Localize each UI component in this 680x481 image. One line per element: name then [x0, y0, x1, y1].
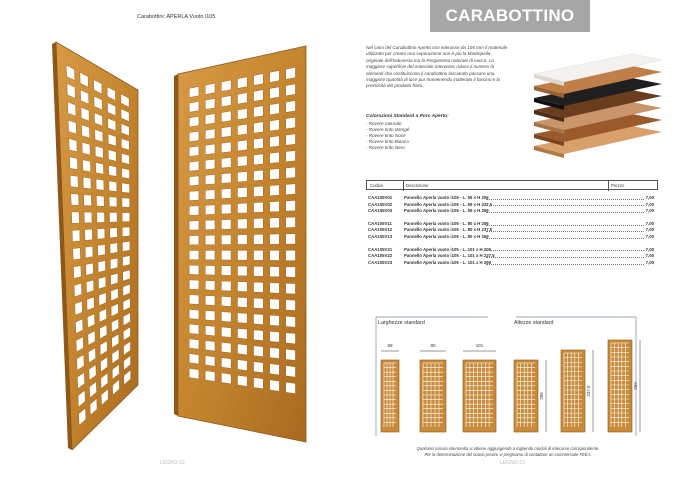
- lattice-opening: [189, 250, 199, 259]
- row-price: 7,00: [645, 253, 654, 259]
- lattice-opening: [73, 248, 81, 260]
- lattice-opening: [221, 250, 231, 260]
- width-dimension-label: 59: [387, 343, 393, 348]
- lattice-opening: [237, 172, 247, 183]
- lattice-opening: [189, 131, 199, 142]
- lattice-opening: [98, 277, 106, 289]
- lattice-opening: [286, 283, 296, 294]
- lattice-opening: [205, 174, 215, 184]
- lattice-opening: [110, 258, 117, 269]
- lattice-opening: [270, 315, 280, 326]
- panel-illustration: [40, 30, 320, 450]
- lattice-opening: [122, 198, 130, 207]
- lattice-opening: [189, 309, 199, 319]
- row-price: 7,00: [645, 201, 654, 207]
- lattice-opening: [286, 349, 296, 360]
- lattice-opening: [270, 169, 280, 180]
- lattice-opening: [237, 140, 247, 151]
- panel-perspective: [52, 42, 138, 450]
- footnote-line-1: Qualsiasi misura intermedia si ottiene aggiungendo o togliendo moduli di interasse corrispondente.: [416, 446, 600, 451]
- lattice-opening: [254, 218, 264, 228]
- lattice-opening: [270, 136, 280, 147]
- lattice-opening: [123, 256, 130, 267]
- lattice-opening: [96, 163, 104, 175]
- lattice-opening: [189, 280, 199, 290]
- row-code: CAA105V11: [368, 220, 392, 226]
- lattice-opening: [122, 168, 130, 179]
- lattice-opening: [83, 177, 91, 189]
- lattice-opening: [86, 263, 94, 275]
- lattice-opening: [189, 339, 199, 349]
- lattice-opening: [69, 139, 77, 152]
- row-code: CAA105V23: [368, 259, 393, 265]
- lattice-opening: [254, 378, 264, 389]
- finish-samples-image: [528, 50, 668, 160]
- lattice-opening: [189, 86, 199, 97]
- lattice-opening: [254, 202, 264, 212]
- lattice-opening: [189, 146, 199, 156]
- row-leader: [486, 199, 644, 200]
- table-row: [366, 260, 656, 267]
- lattice-opening: [254, 250, 264, 260]
- color-item: - Rovere tinto Wengé: [366, 127, 410, 133]
- header-price: Prezzo: [608, 181, 624, 191]
- lattice-opening: [286, 101, 296, 113]
- lattice-opening: [189, 221, 199, 230]
- lattice-opening: [221, 173, 231, 183]
- lattice-opening: [189, 161, 199, 171]
- lattice-opening: [205, 98, 215, 109]
- lattice-opening: [286, 84, 296, 96]
- row-price: 7,00: [645, 220, 654, 226]
- lattice-opening: [205, 114, 215, 125]
- lattice-opening: [237, 219, 247, 229]
- lattice-opening: [286, 184, 296, 195]
- lattice-opening: [254, 330, 264, 341]
- lattice-opening: [221, 342, 231, 353]
- lattice-opening: [221, 296, 231, 306]
- lattice-opening: [286, 366, 296, 378]
- lattice-opening: [109, 197, 117, 207]
- lattice-opening: [98, 261, 106, 273]
- lattice-opening: [270, 250, 280, 260]
- lattice-opening: [205, 250, 215, 259]
- lattice-opening: [254, 282, 264, 292]
- lattice-opening: [205, 311, 215, 321]
- lattice-opening: [254, 298, 264, 308]
- lattice-opening: [205, 296, 215, 306]
- lattice-opening: [254, 154, 264, 165]
- lattice-opening: [97, 228, 105, 239]
- row-code: CAA105V01: [368, 195, 393, 200]
- lattice-opening: [221, 281, 231, 291]
- lattice-opening: [205, 326, 215, 336]
- row-price: 7,00: [645, 208, 654, 214]
- lattice-opening: [122, 183, 130, 193]
- row-price: 7,00: [645, 246, 654, 252]
- lattice-opening: [205, 159, 215, 169]
- lattice-opening: [205, 129, 215, 140]
- row-leader: [486, 225, 644, 226]
- lattice-opening: [270, 347, 280, 358]
- lattice-opening: [189, 176, 199, 186]
- lattice-opening: [205, 265, 215, 275]
- header-code: Codice: [370, 182, 384, 188]
- left-page-number: LEGNO-12: [160, 460, 185, 466]
- lattice-opening: [109, 181, 117, 192]
- footnote: [388, 446, 628, 458]
- left-page-caption: Carabottini: APERLA Vuoto i105: [137, 14, 216, 20]
- lattice-opening: [189, 368, 199, 379]
- lattice-opening: [221, 373, 231, 384]
- lattice-opening: [237, 187, 247, 197]
- panel-front: [174, 46, 306, 442]
- height-dimension-label: 206: [539, 392, 544, 400]
- lattice-opening: [205, 144, 215, 155]
- row-price: 7,00: [645, 227, 654, 233]
- lattice-opening: [205, 83, 215, 94]
- lattice-opening: [189, 206, 199, 216]
- color-item: - Rovere tinto Nero: [366, 145, 405, 151]
- row-leader: [486, 231, 644, 232]
- product-description: Nel caso del Carabottino Aperto con interasse da 105 mm il materiale utilizzato per creare una separazione non è più la Madrepeila originale dell'Indonesia ma la Pergamena naturale di vacca. La maggiore superficie del materiale interposto riduce il numero di elementi che costituiscono il carabottino lasciando passare una maggiore quantità di luce pur mantenendo inalterato il fascino e la preziosità del prodotto finito.: [366, 45, 508, 89]
- lattice-opening: [205, 341, 215, 351]
- lattice-opening: [270, 364, 280, 375]
- lattice-opening: [110, 243, 118, 254]
- sample-stack: [534, 54, 662, 158]
- lattice-opening: [270, 87, 280, 99]
- row-description: Pannello Aperla vuoto i105 - L. 80 x H 206: [404, 220, 489, 226]
- right-page-number: LEGNO-13: [500, 460, 525, 466]
- header-description: Descrizione: [403, 181, 428, 191]
- lattice-opening: [97, 212, 105, 222]
- lattice-opening: [286, 382, 296, 394]
- table-row: [366, 195, 656, 202]
- row-price: 7,00: [645, 259, 654, 265]
- table-row: [366, 247, 656, 254]
- price-table-body: [366, 195, 656, 266]
- standard-sizes-diagram: [368, 314, 668, 440]
- lattice-opening: [221, 327, 231, 337]
- lattice-opening: [270, 201, 280, 212]
- lattice-opening: [96, 179, 104, 190]
- lattice-opening: [286, 67, 296, 79]
- lattice-opening: [122, 241, 129, 251]
- lattice-opening: [254, 266, 264, 276]
- lattice-opening: [205, 356, 215, 367]
- lattice-opening: [270, 152, 280, 163]
- lattice-opening: [189, 116, 199, 127]
- lattice-opening: [221, 204, 231, 214]
- row-code: CAA105V12: [368, 227, 393, 233]
- table-row: [366, 253, 656, 260]
- lattice-opening: [254, 106, 264, 117]
- lattice-opening: [85, 229, 93, 240]
- lattice-opening: [96, 196, 104, 207]
- lattice-opening: [286, 167, 296, 178]
- widths-label: Larghezze standard: [378, 320, 425, 326]
- lattice-opening: [205, 371, 215, 382]
- lattice-opening: [109, 212, 117, 222]
- lattice-opening: [205, 235, 215, 244]
- lattice-opening: [254, 362, 264, 373]
- lattice-opening: [205, 220, 215, 230]
- row-description: Pannello Aperla vuoto i105 - L. 80 x H 237,5: [404, 227, 493, 233]
- row-leader: [486, 250, 644, 251]
- lattice-opening: [254, 170, 264, 181]
- lattice-opening: [189, 236, 199, 245]
- lattice-opening: [270, 70, 280, 82]
- row-leader: [486, 264, 644, 265]
- lattice-opening: [254, 122, 264, 133]
- height-dimension-label: 237,5: [586, 385, 591, 397]
- lattice-opening: [254, 186, 264, 197]
- lattice-opening: [82, 142, 90, 155]
- lattice-opening: [254, 234, 264, 244]
- row-leader: [486, 257, 644, 258]
- lattice-opening: [237, 235, 247, 245]
- row-price: 7,00: [645, 195, 654, 200]
- lattice-opening: [286, 316, 296, 327]
- lattice-opening: [205, 190, 215, 200]
- lattice-opening: [74, 283, 82, 296]
- lattice-opening: [286, 151, 296, 162]
- table-row: [366, 221, 656, 228]
- footnote-line-2: Per la determinazione del nuovo prezzo vi preghiamo di contattare un commerciale FEEA.: [424, 452, 592, 457]
- lattice-opening: [254, 74, 264, 86]
- width-dimension-label: 101: [475, 343, 484, 348]
- lattice-opening: [237, 282, 247, 292]
- lattice-opening: [189, 354, 199, 364]
- lattice-opening: [286, 217, 296, 228]
- lattice-opening: [270, 185, 280, 196]
- row-description: Pannello Aperla vuoto i105 - L. 80 x H 269: [404, 233, 489, 239]
- lattice-opening: [237, 93, 247, 104]
- lattice-opening: [73, 266, 81, 279]
- lattice-opening: [270, 380, 280, 392]
- lattice-opening: [189, 265, 199, 274]
- table-row: [366, 227, 656, 234]
- lattice-opening: [221, 312, 231, 322]
- lattice-opening: [205, 205, 215, 215]
- lattice-opening: [286, 300, 296, 311]
- lattice-opening: [71, 194, 79, 206]
- lattice-opening: [70, 175, 78, 187]
- lattice-opening: [237, 344, 247, 355]
- row-leader: [486, 205, 644, 206]
- lattice-opening: [270, 331, 280, 342]
- lattice-opening: [221, 111, 231, 122]
- lattice-opening: [270, 267, 280, 277]
- lattice-opening: [70, 157, 78, 170]
- row-description: Pannello Aperla vuoto i105 - L. 101 x H 237,5: [404, 253, 495, 259]
- lattice-opening: [237, 77, 247, 89]
- row-description: Pannello Aperla vuoto i105 - L. 59 x H 269: [404, 208, 489, 214]
- lattice-opening: [254, 138, 264, 149]
- row-code: CAA105V03: [368, 208, 393, 214]
- width-dimension-label: 80: [430, 343, 436, 348]
- lattice-opening: [286, 267, 296, 277]
- lattice-opening: [71, 212, 79, 223]
- lattice-opening: [270, 299, 280, 310]
- lattice-opening: [286, 234, 296, 244]
- lattice-opening: [189, 191, 199, 201]
- page-title: CARABOTTINO: [445, 6, 575, 25]
- lattice-opening: [254, 346, 264, 357]
- row-price: 7,00: [645, 233, 654, 239]
- lattice-opening: [122, 213, 130, 222]
- heights-label: Altezze standard: [514, 320, 554, 326]
- lattice-opening: [221, 96, 231, 107]
- row-code: CAA105V22: [368, 253, 393, 259]
- table-row: [366, 208, 656, 215]
- lattice-opening: [237, 156, 247, 167]
- row-description: Pannello Aperla vuoto i105 - L. 59 x H 206: [404, 195, 489, 200]
- width-panel: [463, 360, 496, 432]
- lattice-opening: [205, 280, 215, 290]
- height-panel: [608, 340, 632, 432]
- lattice-opening: [83, 160, 91, 172]
- lattice-opening: [286, 117, 296, 129]
- height-dimension-label: 269: [633, 382, 638, 390]
- row-description: Pannello Aperla vuoto i105 - L. 101 x H 206: [404, 246, 492, 252]
- lattice-opening: [110, 228, 118, 238]
- lattice-opening: [286, 134, 296, 145]
- color-item: - Rovere tinto Noce: [366, 133, 406, 139]
- lattice-opening: [221, 358, 231, 369]
- lattice-opening: [221, 266, 231, 276]
- lattice-opening: [254, 90, 264, 102]
- lattice-opening: [84, 195, 92, 206]
- row-description: Pannello Aperla vuoto i105 - L. 101 x H 269: [404, 259, 492, 265]
- row-leader: [486, 212, 644, 213]
- price-table-header: [366, 180, 658, 190]
- lattice-opening: [270, 283, 280, 293]
- lattice-opening: [286, 200, 296, 211]
- lattice-opening: [237, 360, 247, 371]
- color-item: - Rovere naturale: [366, 121, 402, 126]
- lattice-opening: [286, 333, 296, 344]
- lattice-opening: [270, 103, 280, 115]
- lattice-opening: [221, 80, 231, 91]
- lattice-opening: [189, 324, 199, 334]
- lattice-opening: [237, 250, 247, 260]
- colors-title: Colorazioni Standard a Poro Aperto:: [366, 114, 449, 119]
- lattice-opening: [237, 328, 247, 339]
- colors-list: [366, 121, 409, 151]
- lattice-opening: [189, 295, 199, 305]
- lattice-opening: [221, 157, 231, 168]
- row-code: CAA105V02: [368, 201, 393, 207]
- lattice-opening: [237, 108, 247, 119]
- lattice-opening: [286, 250, 296, 260]
- lattice-opening: [189, 101, 199, 112]
- lattice-opening: [98, 245, 106, 256]
- lattice-opening: [237, 297, 247, 307]
- row-description: Pannello Aperla vuoto i105 - L. 59 x H 237,5: [404, 201, 493, 207]
- lattice-opening: [237, 203, 247, 213]
- row-code: CAA105V13: [368, 233, 393, 239]
- lattice-opening: [237, 375, 247, 386]
- lattice-opening: [85, 246, 93, 258]
- lattice-opening: [95, 146, 103, 158]
- lattice-opening: [254, 314, 264, 325]
- lattice-opening: [72, 230, 80, 242]
- lattice-opening: [108, 150, 116, 162]
- lattice-opening: [270, 234, 280, 244]
- table-row: [366, 202, 656, 209]
- lattice-opening: [109, 165, 117, 176]
- lattice-opening: [270, 120, 280, 131]
- width-panel: [420, 360, 446, 432]
- height-panel: [514, 360, 538, 432]
- lattice-opening: [122, 227, 130, 237]
- lattice-opening: [221, 188, 231, 198]
- lattice-opening: [221, 127, 231, 138]
- lattice-opening: [221, 142, 231, 153]
- row-leader: [486, 238, 644, 239]
- lattice-opening: [270, 218, 280, 228]
- lattice-opening: [237, 313, 247, 323]
- lattice-opening: [221, 235, 231, 245]
- color-item: - Rovere tinto Bianco: [366, 139, 409, 145]
- lattice-opening: [86, 280, 94, 293]
- lattice-opening: [237, 124, 247, 135]
- row-code: CAA105V21: [368, 246, 393, 252]
- table-row: [366, 234, 656, 241]
- lattice-opening: [84, 212, 92, 223]
- lattice-opening: [237, 266, 247, 276]
- lattice-opening: [221, 219, 231, 229]
